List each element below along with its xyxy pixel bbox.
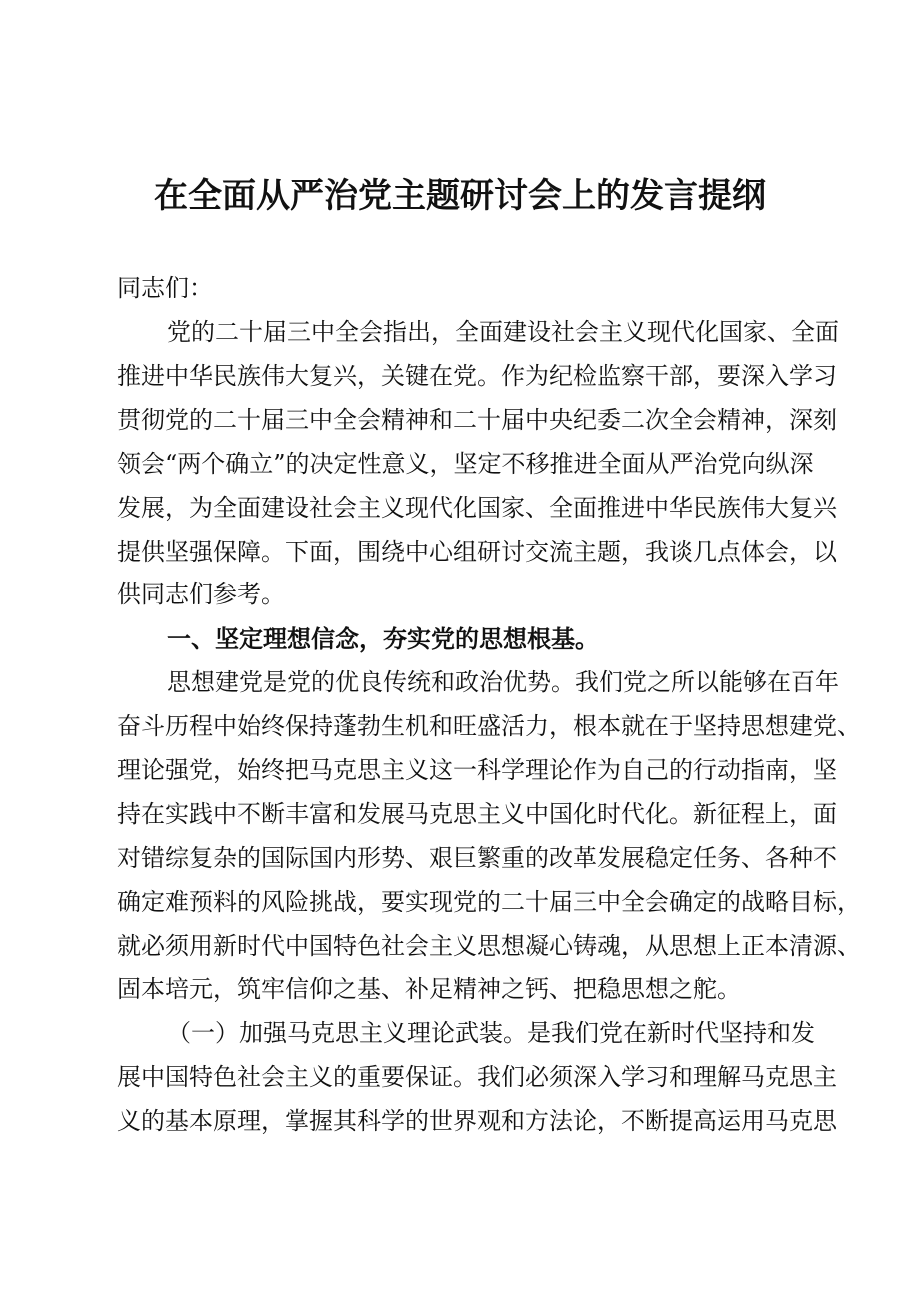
- document-title: 在全面从严治党主题研讨会上的发言提纲: [154, 176, 766, 216]
- paragraph-line: 义的基本原理，掌握其科学的世界观和方法论，不断提高运用马克思: [117, 1107, 837, 1135]
- paragraph-line: 理论强党，始终把马克思主义这一科学理论作为自己的行动指南，坚: [117, 756, 837, 784]
- paragraph-line: 固本培元，筑牢信仰之基、补足精神之钙、把稳思想之舵。: [117, 975, 741, 1003]
- paragraph-line: 发展，为全面建设社会主义现代化国家、全面推进中华民族伟大复兴: [117, 494, 837, 522]
- paragraph-line: 确定难预料的风险挑战，要实现党的二十届三中全会确定的战略目标，: [117, 888, 861, 916]
- paragraph-line: 思想建党是党的优良传统和政治优势。我们党之所以能够在百年: [167, 668, 839, 696]
- paragraph-line: 就必须用新时代中国特色社会主义思想凝心铸魂，从思想上正本清源、: [117, 932, 861, 960]
- paragraph-line: （一）加强马克思主义理论武装。是我们党在新时代坚持和发: [167, 1019, 815, 1047]
- paragraph-line: 供同志们参考。: [117, 580, 285, 608]
- paragraph-line: 持在实践中不断丰富和发展马克思主义中国化时代化。新征程上，面: [117, 800, 837, 828]
- paragraph-line: 奋斗历程中始终保持蓬勃生机和旺盛活力，根本就在于坚持思想建党、: [117, 712, 861, 740]
- paragraph-line: 党的二十届三中全会指出，全面建设社会主义现代化国家、全面: [167, 318, 839, 346]
- paragraph-line: 贯彻党的二十届三中全会精神和二十届中央纪委二次全会精神，深刻: [117, 406, 837, 434]
- paragraph-line: 推进中华民族伟大复兴，关键在党。作为纪检监察干部，要深入学习: [117, 362, 837, 390]
- salutation: 同志们：: [117, 274, 213, 302]
- paragraph-line: 展中国特色社会主义的重要保证。我们必须深入学习和理解马克思主: [117, 1063, 837, 1091]
- section-heading: 一、坚定理想信念，夯实党的思想根基。: [167, 625, 599, 653]
- paragraph-line: 提供坚强保障。下面，围绕中心组研讨交流主题，我谈几点体会，以: [117, 538, 837, 566]
- paragraph-line: 对错综复杂的国际国内形势、艰巨繁重的改革发展稳定任务、各种不: [117, 844, 837, 872]
- paragraph-line: 领会“两个确立”的决定性意义，坚定不移推进全面从严治党向纵深: [117, 450, 814, 478]
